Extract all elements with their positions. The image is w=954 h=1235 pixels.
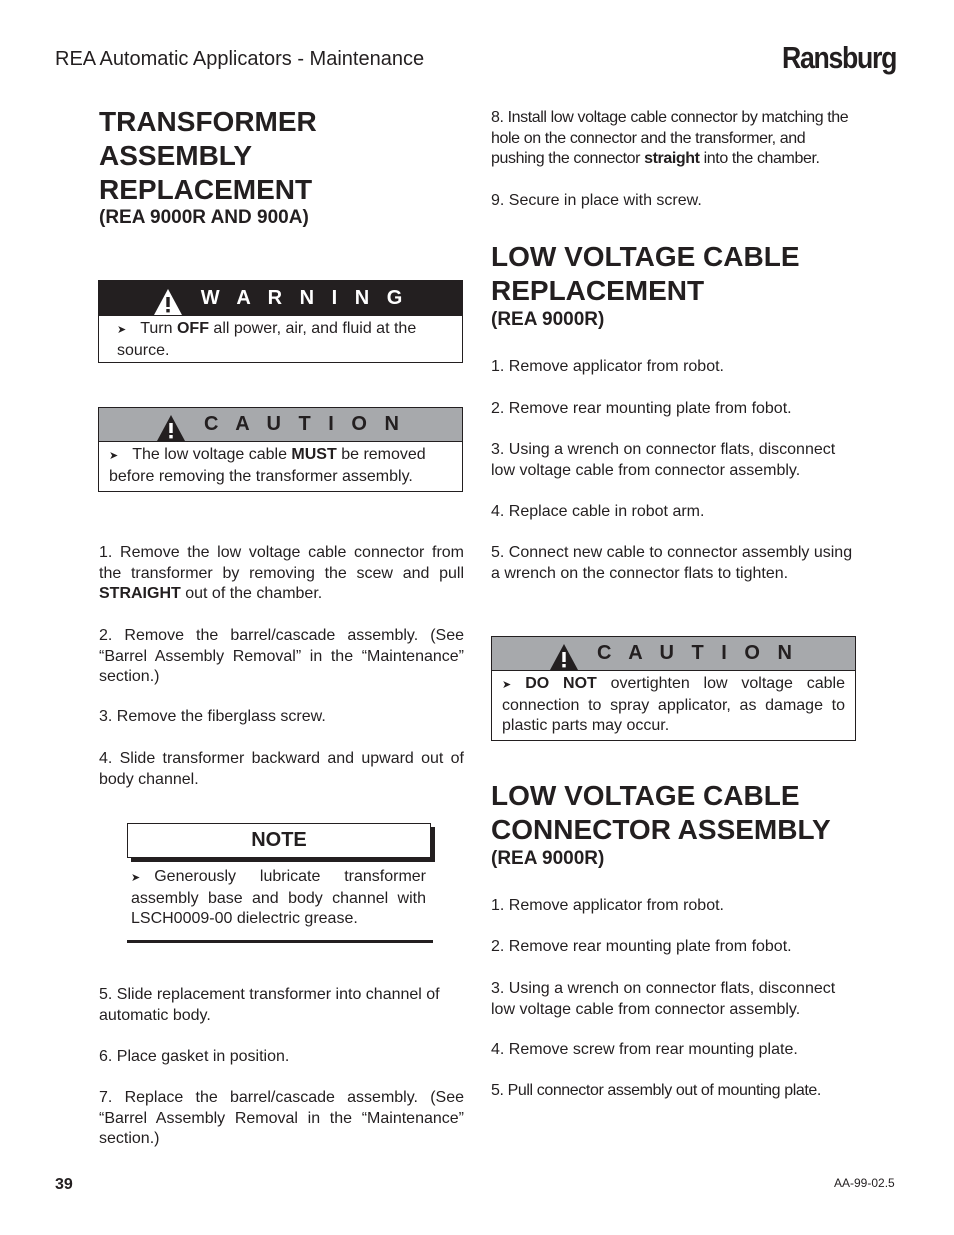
bullet-arrow-icon: ➤ (502, 679, 512, 691)
step-1: 1. Remove the low voltage cable connector from the transformer by removing the scew and pull STRAIGHT out of the chamber. (99, 544, 464, 602)
caution-bar-2 (492, 637, 855, 671)
sec2-step-4: 4. Replace cable in robot arm. (491, 503, 705, 520)
sec2-step-5: 5. Connect new cable to connector assembly using a wrench on the connector flats to tighten. (491, 544, 853, 582)
step-2: 2. Remove the barrel/cascade assembly. (See “Barrel Assembly Removal” in the “Maintenance” section.) (99, 627, 464, 685)
step-9: 9. Secure in place with screw. (491, 192, 702, 209)
bullet-arrow-icon: ➤ (109, 450, 119, 462)
caution-triangle-icon (156, 414, 186, 442)
sec2-step-2: 2. Remove rear mounting plate from fobot. (491, 400, 792, 417)
sec3-step-3: 3. Using a wrench on connector flats, disconnect low voltage cable from connector assembly. (491, 980, 836, 1018)
caution-triangle-icon (549, 643, 579, 671)
running-header: REA Automatic Applicators - Maintenance (55, 48, 425, 70)
warning-text: ➤ Turn OFF all power, air, and fluid at the source. (117, 320, 417, 359)
section-heading-cable-replacement: LOW VOLTAGE CABLE REPLACEMENT (491, 241, 800, 306)
sec3-step-5: 5. Pull connector assembly out of mounting plate. (491, 1082, 821, 1099)
note-label: NOTE (251, 829, 307, 851)
sec3-step-2: 2. Remove rear mounting plate from fobot. (491, 938, 792, 955)
sec3-step-1: 1. Remove applicator from robot. (491, 897, 724, 914)
warning-box (98, 280, 463, 363)
step-7: 7. Replace the barrel/cascade assembly. (See “Barrel Assembly Removal in the “Maintenance” section.) (99, 1089, 464, 1147)
note-heading-box (127, 823, 431, 858)
step-6: 6. Place gasket in position. (99, 1048, 290, 1065)
caution-text-2: ➤ DO NOT overtighten low voltage cable connection to spray applicator, as damage to plastic parts may occur. (502, 675, 846, 734)
sec3-step-4: 4. Remove screw from rear mounting plate. (491, 1041, 798, 1058)
warning-triangle-icon (153, 288, 183, 316)
section-subheading-connector-assembly: (REA 9000R) (491, 848, 605, 869)
section-subheading-cable-replacement: (REA 9000R) (491, 309, 605, 330)
warning-label: W A R N I N G (200, 287, 409, 309)
brand-logo: Ransburg (782, 40, 897, 75)
sec2-step-1: 1. Remove applicator from robot. (491, 358, 724, 375)
section-heading-transformer: TRANSFORMER ASSEMBLY REPLACEMENT (99, 106, 317, 205)
section-heading-connector-assembly: LOW VOLTAGE CABLE CONNECTOR ASSEMBLY (491, 780, 831, 845)
warning-bar (99, 281, 462, 316)
caution-bar (99, 408, 462, 442)
sec2-step-3: 3. Using a wrench on connector flats, disconnect low voltage cable from connector assembly. (491, 441, 836, 479)
caution-box (98, 407, 463, 492)
note-bottom-rule (127, 940, 433, 943)
caution-text: ➤ The low voltage cable MUST be removed before removing the transformer assembly. (109, 446, 426, 485)
step-3: 3. Remove the fiberglass screw. (99, 708, 326, 725)
section-subheading-transformer: (REA 9000R AND 900A) (99, 207, 309, 228)
bullet-arrow-icon: ➤ (117, 324, 127, 336)
caution-box-2 (491, 636, 856, 741)
bullet-arrow-icon: ➤ (131, 872, 141, 884)
step-4: 4. Slide transformer backward and upward out of body channel. (99, 750, 464, 788)
step-5: 5. Slide replacement transformer into channel of automatic body. (99, 986, 440, 1024)
caution-label-2: C A U T I O N (597, 642, 798, 664)
page-number: 39 (55, 1176, 73, 1193)
caution-label: C A U T I O N (204, 413, 405, 435)
document-code: AA-99-02.5 (834, 1176, 895, 1190)
note-text: ➤ Generously lubricate transformer assembly base and body channel with LSCH0009-00 dielectric grease. (131, 868, 426, 927)
step-8: 8. Install low voltage cable connector by matching the hole on the connector and the transformer, and pushing the connector straight into the chamber. (491, 109, 849, 167)
